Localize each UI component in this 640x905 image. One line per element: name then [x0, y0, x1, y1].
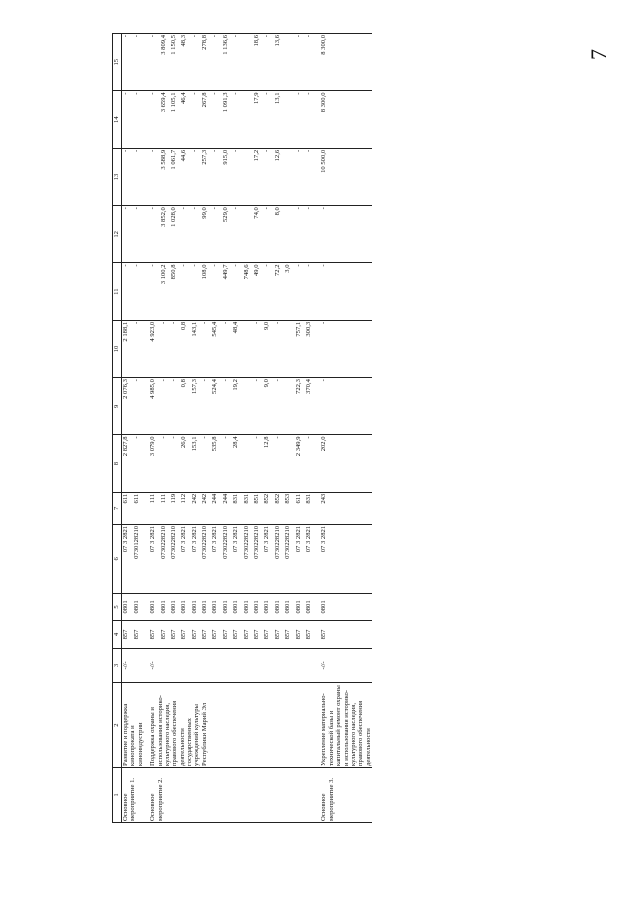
table-cell — [284, 378, 294, 435]
table-cell: 0730228210 — [170, 524, 180, 593]
table-cell: 0801 — [263, 593, 273, 621]
table-cell: 853 — [284, 492, 294, 524]
table-cell: 07 3 2821 — [263, 524, 273, 593]
table-cell: - — [191, 263, 201, 320]
table-body — [122, 34, 373, 823]
table-cell: 12,8 — [263, 435, 273, 492]
table-cell: - — [191, 91, 201, 148]
table-cell: 0730128210 — [133, 524, 144, 593]
table-cell: 3,0 — [284, 263, 294, 320]
table-cell: 857 — [133, 621, 144, 649]
table-cell: 0801 — [211, 593, 221, 621]
table-cell: 74,0 — [253, 206, 263, 263]
table-cell: - — [180, 263, 190, 320]
table-cell: 8 300,0 — [315, 34, 372, 91]
table-cell: 0801 — [122, 593, 134, 621]
table-cell: 3 588,9 — [160, 148, 170, 205]
table-cell: - — [133, 320, 144, 377]
table-cell: 44,6 — [180, 148, 190, 205]
table-cell: 0730228210 — [222, 524, 232, 593]
table-cell: 0801 — [243, 593, 253, 621]
table-cell: 244 — [211, 492, 221, 524]
table-cell: 26,0 — [180, 435, 190, 492]
table-cell: 07 3 2821 — [180, 524, 190, 593]
table-cell: 3 079,0 — [144, 435, 159, 492]
table-cell: 831 — [243, 492, 253, 524]
table-cell: - — [263, 148, 273, 205]
table-cell: - — [133, 378, 144, 435]
group-title: Основное мероприятие 2. — [144, 767, 315, 822]
table-cell: - — [232, 34, 242, 91]
table-cell: 0801 — [144, 593, 159, 621]
table-cell: 0801 — [284, 593, 294, 621]
column-header: 11 — [113, 263, 122, 320]
table-cell — [284, 148, 294, 205]
table-cell: - — [295, 91, 305, 148]
table-cell: 242 — [201, 492, 211, 524]
column-header: 6 — [113, 524, 122, 593]
table-cell: - — [315, 263, 372, 320]
table-cell: - — [305, 91, 315, 148]
rotated-table-page — [112, 33, 472, 823]
table-cell: 857 — [274, 621, 284, 649]
table-cell: 72,2 — [274, 263, 284, 320]
table-cell: - — [305, 206, 315, 263]
table-cell: - — [122, 91, 134, 148]
table-cell: - — [133, 148, 144, 205]
table-cell: 857 — [243, 621, 253, 649]
table-cell: 915,0 — [222, 148, 232, 205]
table-cell — [284, 206, 294, 263]
table-cell — [243, 435, 253, 492]
table-cell — [243, 378, 253, 435]
table-cell: - — [295, 34, 305, 91]
table-cell: - — [263, 206, 273, 263]
table-cell: 722,3 — [295, 378, 305, 435]
table-cell: - — [170, 435, 180, 492]
table-cell: 857 — [170, 621, 180, 649]
table-cell: - — [315, 378, 372, 435]
group-description: Укрепление материально-технической базы и капитальный ремонт охраны и использования историко-культурного наследия, правового обеспечения деятельности — [315, 683, 372, 768]
table-cell: 49,0 — [253, 263, 263, 320]
table-cell: 857 — [211, 621, 221, 649]
table-cell: 3 809,4 — [160, 34, 170, 91]
table-cell: 1 061,7 — [170, 148, 180, 205]
table-cell: 857 — [284, 621, 294, 649]
table-cell: 07 3 2821 — [232, 524, 242, 593]
table-cell — [284, 91, 294, 148]
table-cell: 13,6 — [274, 34, 284, 91]
table-cell: 07 3 2821 — [122, 524, 134, 593]
table-cell: 0,8 — [180, 320, 190, 377]
table-cell: 535,8 — [211, 435, 221, 492]
table-cell: 0801 — [232, 593, 242, 621]
table-cell: 611 — [133, 492, 144, 524]
table-cell: 1 136,6 — [222, 34, 232, 91]
table-cell: - — [133, 435, 144, 492]
table-cell: 108,0 — [201, 263, 211, 320]
column-header: 4 — [113, 621, 122, 649]
table-cell: 48,3 — [180, 34, 190, 91]
column-header: 9 — [113, 378, 122, 435]
table-cell: 2 076,3 — [122, 378, 134, 435]
table-cell: 0730228210 — [243, 524, 253, 593]
table-cell — [284, 435, 294, 492]
table-cell: 0730228210 — [253, 524, 263, 593]
table-cell: 0730228210 — [160, 524, 170, 593]
table-cell: - — [211, 263, 221, 320]
table-cell: - — [222, 435, 232, 492]
table-cell: - — [160, 320, 170, 377]
table-cell: - — [232, 148, 242, 205]
table-cell: 300,3 — [305, 320, 315, 377]
table-cell: 1 028,0 — [170, 206, 180, 263]
table-cell: 111 — [144, 492, 159, 524]
table-cell: 07 3 2821 — [315, 524, 372, 593]
table-cell: 17,9 — [253, 91, 263, 148]
table-cell: 07 3 2821 — [191, 524, 201, 593]
table-cell: 07 3 2821 — [305, 524, 315, 593]
table-cell: 831 — [232, 492, 242, 524]
table-row — [315, 34, 372, 823]
table-cell: - — [305, 263, 315, 320]
table-cell: 857 — [253, 621, 263, 649]
table-cell: 0801 — [253, 593, 263, 621]
table-cell: - — [144, 206, 159, 263]
table-cell: 278,8 — [201, 34, 211, 91]
table-cell — [243, 91, 253, 148]
table-row — [144, 34, 159, 823]
table-cell: - — [191, 148, 201, 205]
table-cell: 4 923,0 — [144, 320, 159, 377]
table-cell: - — [274, 378, 284, 435]
table-cell: 0801 — [201, 593, 211, 621]
table-cell: 2 188,1 — [122, 320, 134, 377]
table-cell: - — [253, 378, 263, 435]
table-cell — [243, 320, 253, 377]
table-cell: - — [274, 435, 284, 492]
table-cell: - — [211, 91, 221, 148]
table-cell: 28,4 — [232, 435, 242, 492]
budget-table — [112, 33, 372, 823]
table-cell: 0801 — [180, 593, 190, 621]
table-cell: 243 — [315, 492, 372, 524]
table-cell: 0801 — [305, 593, 315, 621]
table-cell: 244 — [222, 492, 232, 524]
table-cell — [243, 34, 253, 91]
table-cell: - — [253, 320, 263, 377]
table-cell: - — [122, 206, 134, 263]
table-cell: 449,7 — [222, 263, 232, 320]
table-cell: 857 — [160, 621, 170, 649]
table-cell: - — [191, 34, 201, 91]
column-header: 8 — [113, 435, 122, 492]
table-cell: - — [222, 320, 232, 377]
table-cell: 202,0 — [315, 435, 372, 492]
table-cell: 611 — [122, 492, 134, 524]
table-cell: 119 — [170, 492, 180, 524]
table-cell: 851 — [253, 492, 263, 524]
table-cell: - — [191, 206, 201, 263]
table-cell — [284, 320, 294, 377]
table-cell: 242 — [191, 492, 201, 524]
table-cell: - — [263, 91, 273, 148]
group-executor: -//- — [144, 648, 315, 682]
table-cell: - — [305, 34, 315, 91]
table-cell: 257,3 — [201, 148, 211, 205]
table-cell: - — [180, 206, 190, 263]
table-cell: - — [144, 148, 159, 205]
table-cell — [243, 148, 253, 205]
table-cell: 370,4 — [305, 378, 315, 435]
column-number-row — [113, 34, 122, 823]
table-cell: - — [201, 378, 211, 435]
column-header: 2 — [113, 683, 122, 768]
table-cell: 143,1 — [191, 320, 201, 377]
table-cell: 611 — [295, 492, 305, 524]
table-cell: 17,2 — [253, 148, 263, 205]
group-title: Основное мероприятие 3. — [315, 767, 372, 822]
table-cell: 850,8 — [170, 263, 180, 320]
table-cell: 757,1 — [295, 320, 305, 377]
table-cell: 0801 — [191, 593, 201, 621]
table-cell: 0801 — [160, 593, 170, 621]
column-header: 15 — [113, 34, 122, 91]
table-cell: - — [133, 34, 144, 91]
table-cell: 13,1 — [274, 91, 284, 148]
table-cell: - — [232, 263, 242, 320]
table-cell: 8 300,0 — [315, 91, 372, 148]
table-cell: 748,6 — [243, 263, 253, 320]
table-cell: 9,0 — [263, 378, 273, 435]
group-title: Основное мероприятие 1. — [122, 767, 145, 822]
table-cell: 0730228210 — [284, 524, 294, 593]
table-cell: - — [144, 91, 159, 148]
table-cell: - — [315, 320, 372, 377]
table-cell: 852 — [263, 492, 273, 524]
table-cell: - — [263, 34, 273, 91]
table-cell: 1 105,1 — [170, 91, 180, 148]
table-cell: - — [144, 263, 159, 320]
table-cell: 4 985,0 — [144, 378, 159, 435]
table-cell: - — [170, 320, 180, 377]
table-cell: - — [274, 320, 284, 377]
table-cell: 2 349,9 — [295, 435, 305, 492]
table-cell: 111 — [160, 492, 170, 524]
column-header: 7 — [113, 492, 122, 524]
table-cell: - — [295, 206, 305, 263]
table-cell: 18,6 — [253, 34, 263, 91]
table-cell: 852 — [274, 492, 284, 524]
table-cell: - — [160, 378, 170, 435]
table-cell: 3 659,4 — [160, 91, 170, 148]
table-cell — [243, 206, 253, 263]
table-cell: 0801 — [274, 593, 284, 621]
table-cell: - — [232, 91, 242, 148]
table-cell: 07 3 2821 — [144, 524, 159, 593]
table-cell: - — [144, 34, 159, 91]
table-cell: - — [315, 206, 372, 263]
group-description: Развитие и поддержка кинопроката и киноиндустрии — [122, 683, 145, 768]
table-cell: - — [211, 34, 221, 91]
page-number: 7 — [586, 49, 611, 60]
table-cell: 524,4 — [211, 378, 221, 435]
column-header: 3 — [113, 648, 122, 682]
table-cell: 0730228210 — [201, 524, 211, 593]
column-header: 5 — [113, 593, 122, 621]
table-cell: 19,2 — [232, 378, 242, 435]
table-cell: 857 — [144, 621, 159, 649]
table-cell: 857 — [315, 621, 372, 649]
column-header: 13 — [113, 148, 122, 205]
table-cell: - — [253, 435, 263, 492]
table-cell: 857 — [180, 621, 190, 649]
table-cell: - — [222, 378, 232, 435]
table-cell: 0801 — [170, 593, 180, 621]
table-cell: 3 852,0 — [160, 206, 170, 263]
table-cell: 857 — [122, 621, 134, 649]
table-cell: 545,4 — [211, 320, 221, 377]
table-cell: 1 150,5 — [170, 34, 180, 91]
table-cell: - — [201, 320, 211, 377]
table-cell: 10 500,0 — [315, 148, 372, 205]
table-cell: 48,4 — [232, 320, 242, 377]
table-row — [122, 34, 134, 823]
table-cell: 857 — [263, 621, 273, 649]
table-cell: 857 — [191, 621, 201, 649]
table-cell: 153,1 — [191, 435, 201, 492]
table-cell: 0801 — [295, 593, 305, 621]
table-cell: 857 — [222, 621, 232, 649]
table-cell: - — [122, 148, 134, 205]
table-cell: - — [133, 206, 144, 263]
table-cell: - — [133, 263, 144, 320]
table-cell: - — [211, 148, 221, 205]
table-cell: 07 3 2821 — [211, 524, 221, 593]
table-cell: - — [295, 263, 305, 320]
table-cell: - — [305, 148, 315, 205]
table-cell: 12,6 — [274, 148, 284, 205]
table-cell: 857 — [232, 621, 242, 649]
table-cell: - — [133, 91, 144, 148]
table-cell: 8,0 — [274, 206, 284, 263]
table-cell: 0801 — [222, 593, 232, 621]
table-cell: - — [305, 435, 315, 492]
table-cell: 112 — [180, 492, 190, 524]
table-cell: 529,0 — [222, 206, 232, 263]
table-cell: 267,8 — [201, 91, 211, 148]
table-cell: - — [160, 435, 170, 492]
group-executor: -//- — [315, 648, 372, 682]
table-cell: - — [232, 206, 242, 263]
group-description: Поддержка охраны и использования историко-культурного наследия, правового обеспечения деятельности государственных учреждений культуры Республики Марий Эл — [144, 683, 315, 768]
table-cell: 1 091,3 — [222, 91, 232, 148]
table-cell: - — [211, 206, 221, 263]
column-header: 1 — [113, 767, 122, 822]
table-cell: - — [170, 378, 180, 435]
column-header: 10 — [113, 320, 122, 377]
table-cell: 0,8 — [180, 378, 190, 435]
table-cell: 857 — [295, 621, 305, 649]
table-cell: 0730228210 — [274, 524, 284, 593]
table-cell: 857 — [305, 621, 315, 649]
table-cell: 157,3 — [191, 378, 201, 435]
table-cell: 831 — [305, 492, 315, 524]
table-cell: 46,4 — [180, 91, 190, 148]
table-cell — [284, 34, 294, 91]
table-cell: - — [295, 148, 305, 205]
column-header: 14 — [113, 91, 122, 148]
table-cell: 0801 — [133, 593, 144, 621]
table-cell: 99,0 — [201, 206, 211, 263]
table-cell: 3 100,2 — [160, 263, 170, 320]
table-cell: - — [122, 34, 134, 91]
table-cell: - — [201, 435, 211, 492]
table-cell: - — [122, 263, 134, 320]
table-cell: 9,0 — [263, 320, 273, 377]
table-cell: 07 3 2821 — [295, 524, 305, 593]
column-header: 12 — [113, 206, 122, 263]
table-cell: 857 — [201, 621, 211, 649]
table-cell: - — [263, 263, 273, 320]
table-cell: 2 827,8 — [122, 435, 134, 492]
table-cell: 0801 — [315, 593, 372, 621]
group-executor: -//- — [122, 648, 145, 682]
